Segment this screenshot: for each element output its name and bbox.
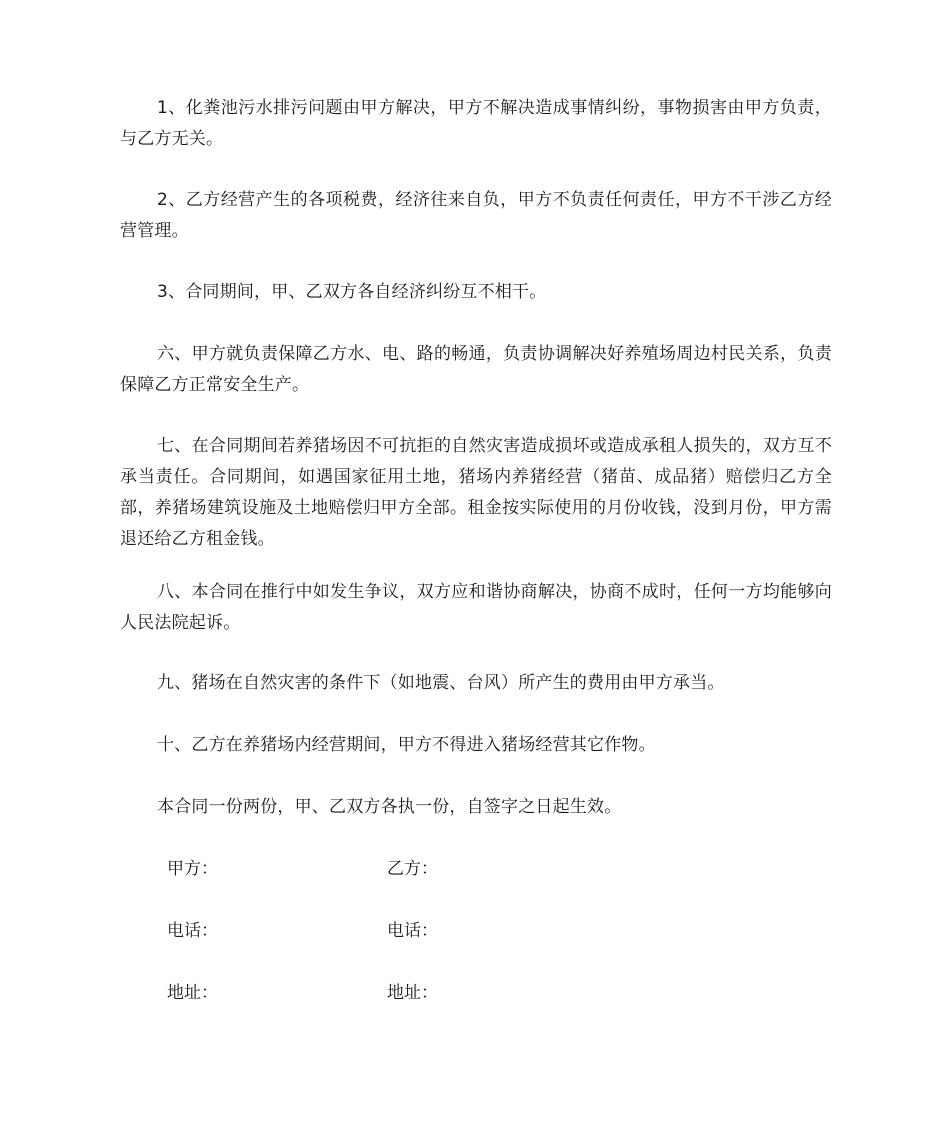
clause-3: 3、合同期间，甲、乙双方各自经济纠纷互不相干。: [157, 282, 547, 302]
clause-nine: 九、猪场在自然灾害的条件下（如地震、台风）所产生的费用由甲方承当。: [157, 673, 725, 693]
party-b-address-label: 地址：: [387, 983, 438, 1003]
party-b-phone-label: 电话：: [387, 921, 438, 941]
clause-1: 1、化粪池污水排污问题由甲方解决，甲方不解决造成事情纠纷，事物损害由甲方负责，与乙方无关。: [120, 98, 832, 149]
clause-eight: 八、本合同在推行中如发生争议，双方应和谐协商解决，协商不成时，任何一方均能够向人民法院起诉。: [120, 582, 832, 633]
clause-ten: 十、乙方在养猪场内经营期间，甲方不得进入猪场经营其它作物。: [157, 735, 656, 755]
closing-statement: 本合同一份两份，甲、乙双方各执一份，自签字之日起生效。: [157, 797, 622, 817]
party-a-phone-label: 电话：: [167, 921, 218, 941]
clause-six: 六、甲方就负责保障乙方水、电、路的畅通，负责协调解决好养殖场周边村民关系，负责保障乙方正常安全生产。: [120, 344, 832, 395]
clause-seven: 七、在合同期间若养猪场因不可抗拒的自然灾害造成损坏或造成承租人损失的，双方互不承当责任。合同期间，如遇国家征用土地，猪场内养猪经营（猪苗、成品猪）赔偿归乙方全部，养猪场建筑设施及土地赔偿归甲方全部。租金按实际使用的月份收钱，没到月份，甲方需退还给乙方租金钱。: [120, 436, 832, 549]
party-b-label: 乙方：: [387, 859, 438, 879]
clause-2: 2、乙方经营产生的各项税费，经济往来自负，甲方不负责任何责任，甲方不干涉乙方经营管理。: [120, 190, 832, 241]
party-a-address-label: 地址：: [167, 983, 218, 1003]
party-a-label: 甲方：: [167, 859, 218, 879]
